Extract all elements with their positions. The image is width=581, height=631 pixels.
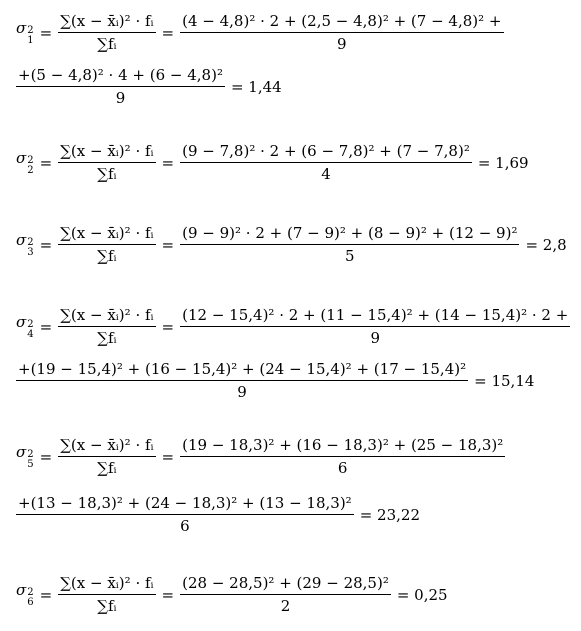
equals-sign: = <box>161 447 175 466</box>
expansion-fraction <box>180 142 472 183</box>
sigma-letter: σ <box>16 443 27 461</box>
sigma-symbol <box>16 19 34 46</box>
equals-sign: = <box>39 235 53 254</box>
formula-numerator: ∑(x − x̄ᵢ)² · fᵢ <box>58 224 155 245</box>
expansion-denominator: 9 <box>370 329 380 347</box>
expansion-denominator: 4 <box>321 165 331 183</box>
general-formula-fraction <box>58 142 155 183</box>
formula-denominator: ∑fᵢ <box>97 247 117 265</box>
result-value: = 2,8 <box>525 235 567 254</box>
expansion-numerator: (9 − 9)² · 2 + (7 − 9)² + (8 − 9)² + (12 − 9)² <box>180 224 519 245</box>
continuation-fraction <box>16 66 225 107</box>
sigma-letter: σ <box>16 313 27 331</box>
expansion-denominator: 5 <box>345 247 355 265</box>
formula-denominator: ∑fᵢ <box>97 165 117 183</box>
continuation-denominator: 9 <box>115 89 126 107</box>
result-value: = 0,25 <box>396 585 448 604</box>
continuation-numerator: +(13 − 18,3)² + (24 − 18,3)² + (13 − 18,3)² <box>16 494 354 515</box>
equals-sign: = <box>161 585 175 604</box>
formula-numerator: ∑(x − x̄ᵢ)² · fᵢ <box>58 12 155 33</box>
expansion-numerator: (12 − 15,4)² · 2 + (11 − 15,4)² + (14 − 15,4)² · 2 + <box>180 306 570 327</box>
expansion-fraction <box>180 306 570 347</box>
expansion-numerator: (19 − 18,3)² + (16 − 18,3)² + (25 − 18,3)² <box>180 436 505 457</box>
expansion-denominator: 6 <box>337 459 348 477</box>
sigma-sup-sub: 2 2 <box>27 155 34 176</box>
result-value: = 15,14 <box>474 371 535 390</box>
equals-sign: = <box>161 235 175 254</box>
continuation-numerator: +(5 − 4,8)² · 4 + (6 − 4,8)² <box>16 66 225 87</box>
continuation-fraction <box>16 494 354 535</box>
expansion-fraction <box>180 12 503 53</box>
equals-sign: = <box>161 153 175 172</box>
equals-sign: = <box>39 447 53 466</box>
variance-1-line-2 <box>16 66 282 107</box>
sigma-sup-sub: 2 5 <box>27 449 34 470</box>
sigma-index: 2 <box>27 165 34 176</box>
general-formula-fraction <box>58 574 155 615</box>
formula-denominator: ∑fᵢ <box>97 597 117 615</box>
variance-3-line-1 <box>16 224 567 265</box>
formula-numerator: ∑(x − x̄ᵢ)² · fᵢ <box>58 142 155 163</box>
variance-5-line-2 <box>16 494 420 535</box>
general-formula-fraction <box>58 224 155 265</box>
expansion-fraction <box>180 224 519 265</box>
continuation-denominator: 9 <box>237 383 247 401</box>
equals-sign: = <box>161 23 175 42</box>
expansion-fraction <box>180 436 505 477</box>
result-value: = 1,69 <box>477 153 529 172</box>
sigma-letter: σ <box>16 149 27 167</box>
variance-4-line-1 <box>16 306 570 347</box>
sigma-sup-sub: 2 6 <box>27 587 34 608</box>
expansion-numerator: (9 − 7,8)² · 2 + (6 − 7,8)² + (7 − 7,8)² <box>180 142 472 163</box>
sigma-symbol <box>16 581 34 608</box>
general-formula-fraction <box>58 306 155 347</box>
sigma-index: 4 <box>27 329 34 340</box>
variance-6-line-1 <box>16 574 448 615</box>
sigma-sup-sub: 2 3 <box>27 237 34 258</box>
continuation-denominator: 6 <box>180 517 190 535</box>
sigma-symbol <box>16 313 34 340</box>
sigma-index: 3 <box>27 247 34 258</box>
sigma-index: 5 <box>27 459 34 470</box>
result-value: = 1,44 <box>230 77 282 96</box>
continuation-fraction <box>16 360 468 401</box>
equals-sign: = <box>39 317 53 336</box>
variance-5-line-1 <box>16 436 505 477</box>
sigma-symbol <box>16 149 34 176</box>
formula-denominator: ∑fᵢ <box>97 35 117 53</box>
equals-sign: = <box>39 585 53 604</box>
sigma-index: 1 <box>27 35 34 46</box>
equals-sign: = <box>39 153 53 172</box>
continuation-numerator: +(19 − 15,4)² + (16 − 15,4)² + (24 − 15,4)² + (17 − 15,4)² <box>16 360 468 381</box>
general-formula-fraction <box>58 12 155 53</box>
expansion-denominator: 9 <box>337 35 347 53</box>
formula-numerator: ∑(x − x̄ᵢ)² · fᵢ <box>58 574 155 595</box>
sigma-letter: σ <box>16 581 27 599</box>
sigma-index: 6 <box>27 597 34 608</box>
variance-4-line-2 <box>16 360 534 401</box>
general-formula-fraction <box>58 436 155 477</box>
formula-denominator: ∑fᵢ <box>97 459 117 477</box>
variance-1-line-1 <box>16 12 504 53</box>
formula-denominator: ∑fᵢ <box>97 329 117 347</box>
formula-numerator: ∑(x − x̄ᵢ)² · fᵢ <box>58 436 155 457</box>
sigma-sup-sub: 2 4 <box>27 319 34 340</box>
expansion-denominator: 2 <box>280 597 291 615</box>
expansion-numerator: (4 − 4,8)² · 2 + (2,5 − 4,8)² + (7 − 4,8)² + <box>180 12 503 33</box>
equals-sign: = <box>161 317 175 336</box>
expansion-numerator: (28 − 28,5)² + (29 − 28,5)² <box>180 574 391 595</box>
result-value: = 23,22 <box>359 505 420 524</box>
equals-sign: = <box>39 23 53 42</box>
formula-numerator: ∑(x − x̄ᵢ)² · fᵢ <box>58 306 155 327</box>
sigma-letter: σ <box>16 19 27 37</box>
sigma-sup-sub: 2 1 <box>27 25 34 46</box>
variance-2-line-1 <box>16 142 529 183</box>
sigma-letter: σ <box>16 231 27 249</box>
sigma-symbol <box>16 443 34 470</box>
expansion-fraction <box>180 574 391 615</box>
sigma-symbol <box>16 231 34 258</box>
